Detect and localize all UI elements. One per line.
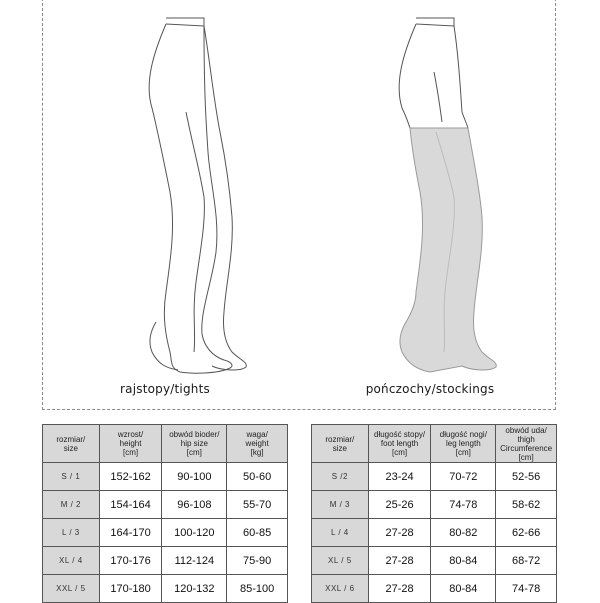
table-row: [43, 519, 288, 547]
table-cell: 60-85: [227, 519, 288, 547]
table-row: [43, 575, 288, 603]
table-cell: 80-84: [431, 575, 496, 603]
size-cell: M / 2: [43, 491, 100, 519]
table-row: [43, 547, 288, 575]
header-thigh-circumference: obwód uda/ thigh Circumference [cm]: [496, 425, 557, 463]
header-leg-length: długość nogi/ leg length [cm]: [431, 425, 496, 463]
table-cell: 27-28: [368, 547, 431, 575]
table-cell: 52-56: [496, 463, 557, 491]
table-cell: 74-78: [431, 491, 496, 519]
table-cell: 164-170: [99, 519, 162, 547]
table-cell: 55-70: [227, 491, 288, 519]
table-cell: 70-72: [431, 463, 496, 491]
table-row: [312, 547, 557, 575]
table-cell: 23-24: [368, 463, 431, 491]
table-cell: 80-82: [431, 519, 496, 547]
table-cell: 120-132: [162, 575, 227, 603]
size-cell: M / 3: [312, 491, 369, 519]
table-row: [43, 491, 288, 519]
table-cell: 85-100: [227, 575, 288, 603]
size-cell: L / 4: [312, 519, 369, 547]
leg-size-table: [311, 424, 557, 603]
stockings-illustration: [350, 12, 500, 378]
table-cell: 74-78: [496, 575, 557, 603]
size-cell: L / 3: [43, 519, 100, 547]
size-cell: XL / 4: [43, 547, 100, 575]
table-cell: 170-176: [99, 547, 162, 575]
table-cell: 27-28: [368, 519, 431, 547]
table-cell: 50-60: [227, 463, 288, 491]
table-row: [43, 463, 288, 491]
size-cell: XXL / 5: [43, 575, 100, 603]
table-cell: 96-108: [162, 491, 227, 519]
table-cell: 154-164: [99, 491, 162, 519]
table-cell: 112-124: [162, 547, 227, 575]
table-cell: 27-28: [368, 575, 431, 603]
tights-illustration: [100, 12, 250, 378]
table-cell: 68-72: [496, 547, 557, 575]
table-row: [312, 519, 557, 547]
header-hip-size: obwód bioder/ hip size [cm]: [162, 425, 227, 463]
table-cell: 58-62: [496, 491, 557, 519]
table-cell: 90-100: [162, 463, 227, 491]
size-cell: XXL / 6: [312, 575, 369, 603]
size-cell: XL / 5: [312, 547, 369, 575]
table-row: [312, 463, 557, 491]
table-cell: 75-90: [227, 547, 288, 575]
table-cell: 80-84: [431, 547, 496, 575]
header-height: wzrost/ height [cm]: [99, 425, 162, 463]
body-size-table: [42, 424, 288, 603]
header-weight: waga/ weight [kg]: [227, 425, 288, 463]
stockings-caption: pończochy/stockings: [365, 382, 495, 396]
table-cell: 152-162: [99, 463, 162, 491]
table-header-row: [312, 425, 557, 463]
header-foot-length: długość stopy/ foot length [cm]: [368, 425, 431, 463]
tights-caption: rajstopy/tights: [120, 382, 210, 396]
size-cell: S /2: [312, 463, 369, 491]
header-size: rozmiar/ size: [312, 425, 369, 463]
table-cell: 25-26: [368, 491, 431, 519]
table-row: [312, 575, 557, 603]
size-cell: S / 1: [43, 463, 100, 491]
table-header-row: [43, 425, 288, 463]
table-cell: 170-180: [99, 575, 162, 603]
table-row: [312, 491, 557, 519]
header-size: rozmiar/ size: [43, 425, 100, 463]
table-cell: 62-66: [496, 519, 557, 547]
table-cell: 100-120: [162, 519, 227, 547]
